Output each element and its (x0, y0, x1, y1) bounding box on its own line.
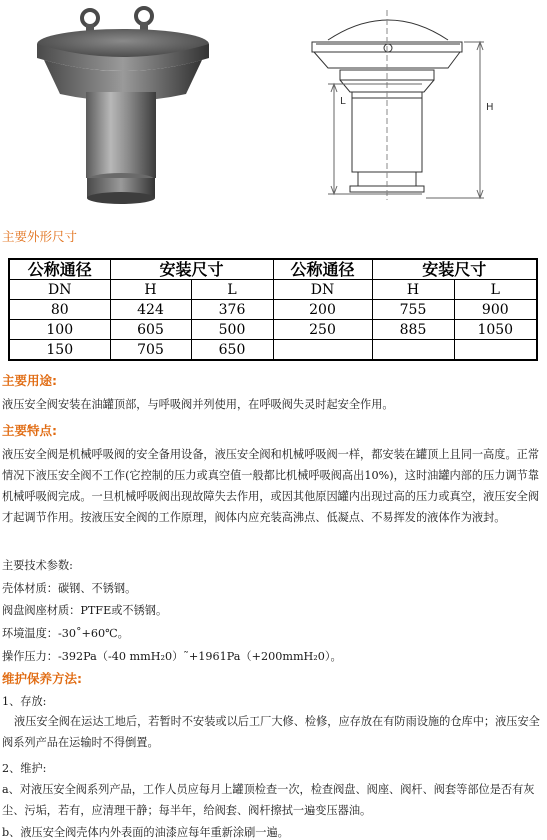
table-cell (273, 340, 372, 361)
dimensions-heading: 主要外形尺寸 (2, 229, 78, 244)
header-dn-2: DN (273, 280, 372, 300)
table-cell: 885 (372, 320, 454, 340)
header-l: L (191, 280, 273, 300)
repair-title: 2、维护: (2, 762, 47, 775)
table-cell: 1050 (454, 320, 537, 340)
table-cell: 200 (273, 300, 372, 320)
spec-body-material: 壳体材质：碳钢、不锈钢。 (2, 582, 137, 595)
spec-temperature: 环境温度：-30˚+60℃。 (2, 627, 129, 640)
header-h: H (110, 280, 191, 300)
usage-heading: 主要用途: (2, 373, 57, 388)
spec-seat-material: 阀盘阀座材质：PTFE或不锈钢。 (2, 604, 168, 617)
table-cell: 424 (110, 300, 191, 320)
features-heading: 主要特点: (2, 423, 57, 438)
table-row (9, 340, 537, 361)
table-cell: 900 (454, 300, 537, 320)
header-l-2: L (454, 280, 537, 300)
table-cell: 100 (9, 320, 110, 340)
table-cell: 605 (110, 320, 191, 340)
table-cell: 150 (9, 340, 110, 361)
table-cell: 376 (191, 300, 273, 320)
dimension-table (8, 258, 538, 361)
specs-title: 主要技术参数: (2, 559, 73, 572)
header-dn-cn-2: 公称通径 (273, 259, 372, 280)
maintenance-heading: 维护保养方法: (2, 671, 82, 686)
table-cell: 705 (110, 340, 191, 361)
table-cell: 80 (9, 300, 110, 320)
usage-text: 液压安全阀安装在油罐顶部，与呼吸阀并列使用，在呼吸阀失灵时起安全作用。 (2, 398, 394, 411)
valve-dimension-drawing (288, 6, 503, 212)
table-cell: 650 (191, 340, 273, 361)
table-cell (454, 340, 537, 361)
table-cell (372, 340, 454, 361)
label-h: H (486, 102, 494, 113)
features-text: 液压安全阀是机械呼吸阀的安全备用设备，液压安全阀和机械呼吸阀一样，都安装在罐顶上且同一高度。正常情况下液压安全阀不工作(它控制的压力或真空值一般都比机械呼吸阀高出10%)，这时油罐内部的压力调节靠机械呼吸阀完成。一旦机械呼吸阀出现故障失去作用，或因其他原因罐内出现过高的压力或真空，液压安全阀才起调节作用。按液压安全阀的工作原理，阀体内应充装高沸点、低凝点、不易挥发的液体作为液封。 (2, 448, 540, 524)
header-install: 安装尺寸 (110, 259, 273, 280)
header-dn: DN (9, 280, 110, 300)
spec-pressure: 操作压力：-392Pa（-40 mmH₂0）˜+1961Pa（+200mmH₂0）。 (2, 650, 342, 663)
table-cell: 250 (273, 320, 372, 340)
repair-item-b: b、液压安全阀壳体内外表面的油漆应每年重新涂刷一遍。 (2, 826, 289, 839)
valve-photo (28, 4, 218, 210)
header-dn-cn: 公称通径 (9, 259, 110, 280)
table-cell: 500 (191, 320, 273, 340)
storage-text: 液压安全阀在运达工地后，若暂时不安装或以后工厂大修、检修，应存放在有防雨设施的仓库中；液压安全阀系列产品在运输时不得倒置。 (2, 715, 540, 749)
label-l: L (340, 96, 346, 107)
header-h-2: H (372, 280, 454, 300)
table-row (9, 300, 537, 320)
storage-title: 1、存放: (2, 695, 47, 708)
table-subheader-row (9, 280, 537, 300)
repair-item-a: a、对液压安全阀系列产品，工作人员应每月上罐顶检查一次，检查阀盘、阀座、阀杆、阀套等部位是否有灰尘、污垢，若有，应清理干静；每半年，给阀套、阀杆擦拭一遍变压器油。 (2, 783, 535, 817)
table-cell: 755 (372, 300, 454, 320)
header-install-2: 安装尺寸 (372, 259, 537, 280)
table-header-row (9, 259, 537, 280)
product-figures (0, 0, 547, 215)
table-row (9, 320, 537, 340)
